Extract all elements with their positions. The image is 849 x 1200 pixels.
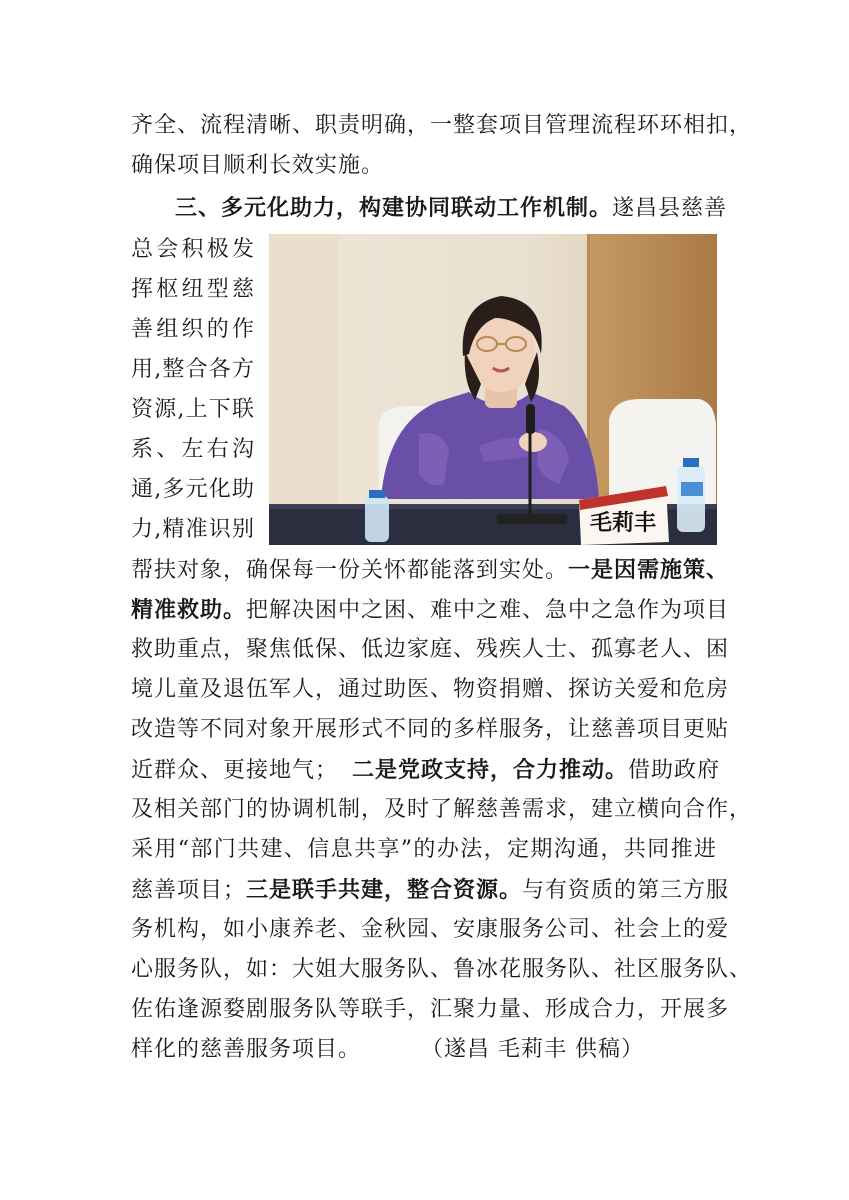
paragraph-line [131,550,730,590]
section-heading: 三、多元化助力，构建协同联动工作机制。 [175,195,613,221]
paragraph-line: 佐佑逢源婺剧服务队等联手，汇聚力量、形成合力，开展多 [131,997,730,1022]
text-run: 慈善项目； [131,878,247,903]
wrapped-line: 力,精准识别 [131,517,255,542]
wrapped-line: 挥枢纽型慈 [131,277,255,302]
paragraph-line: 境儿童及退伍军人，通过助医、物资捐赠、探访关爱和危房 [131,677,730,702]
wrapped-line: 总会积极发 [131,237,255,262]
paragraph-line [131,750,721,790]
paragraph-line: 及相关部门的协调机制，及时了解慈善需求，建立横向合作， [131,797,753,822]
text-run: 样化的慈善服务项目。 [131,1037,362,1062]
byline: （遂昌 毛莉丰 供稿） [421,1037,645,1062]
bold-run: 三是联手共建，整合资源。 [246,877,523,903]
paragraph-line [131,1030,717,1070]
paragraph-line: 心服务队，如：大姐大服务队、鲁冰花服务队、社区服务队、 [131,957,753,982]
heading-continuation: 遂昌县慈善 [612,196,728,221]
paragraph-line: 齐全、流程清晰、职责明确，一整套项目管理流程环环相扣， [131,113,753,138]
text-run: 帮扶对象，确保每一份关怀都能落到实处。 [131,558,569,583]
text-run: 与有资质的第三方服 [522,878,730,903]
paragraph-line: 确保项目顺利长效实施。 [131,153,385,178]
wrapped-line: 善组织的作 [131,317,255,342]
paragraph-line: 救助重点，聚焦低保、低边家庭、残疾人士、孤寡老人、困 [131,637,730,662]
paragraph-line [131,870,730,910]
paragraph-line: 务机构，如小康养老、金秋园、安康服务公司、社会上的爱 [131,917,730,942]
bold-run: 二是党政支持，合力推动。 [352,757,629,783]
bold-run: 精准救助。 [131,597,247,623]
text-run: 近群众、更接地气； [131,758,339,783]
bold-run: 一是因需施策、 [568,557,730,583]
wrapped-line: 系、左右沟 [131,437,255,462]
paragraph-line: 采用“部门共建、信息共享”的办法，定期沟通，共同推进 [131,837,717,862]
text-run: 把解决困中之困、难中之难、急中之急作为项目 [246,598,730,623]
speaker-photo [269,234,717,545]
paragraph-line: 改造等不同对象开展形式不同的多样服务，让慈善项目更贴 [131,717,730,742]
text-run: 借助政府 [628,758,721,783]
nameplate-text: 毛莉丰 [589,510,657,536]
wrapped-line: 通,多元化助 [131,477,255,502]
paragraph-line [131,590,730,630]
wrapped-line: 资源,上下联 [131,397,255,422]
wrapped-line: 用,整合各方 [131,357,255,382]
section-heading-line [131,188,728,228]
